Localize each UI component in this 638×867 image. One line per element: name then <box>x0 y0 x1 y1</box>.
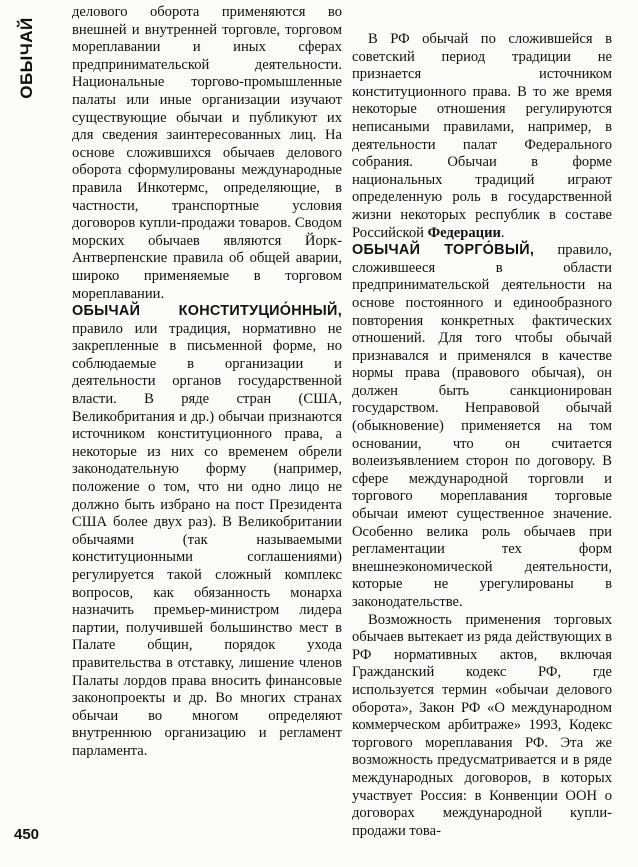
paragraph-end: . <box>500 224 505 241</box>
paragraph-text: В РФ обычай по сложившейся в советский период традиции не признается источником конституционного права. В то же время некоторые отношения регулируются неписаными правилами, например, в деятельности палат Федерального собрания. Обычаи в форме национальных традиций играют определенную роль в государственной жизни некоторых республик в составе Российской <box>352 31 612 241</box>
section-label <box>13 12 41 104</box>
paragraph-text: Возможность применения торговых обычаев вытекает из ряда действующих в РФ нормативных актов, включая Гражданский кодекс РФ, где используется термин «обычаи делового оборота», Закон РФ «О международном коммерческом арбитраже» 1993, Кодекс торгового мореплавания РФ. Эта же возможность предусматривается и в ряде международных договоров, в которых участвует Россия: в Конвенции ООН о договорах международной купли-продажи това- <box>352 611 612 839</box>
paragraph-continuation <box>72 4 342 303</box>
entry-term: ОБЫЧАЙ КОНСТИТУЦИО́ННЫЙ, <box>72 303 342 320</box>
page-number: 450 <box>14 826 40 843</box>
entry-definition: правило или традиция, нормативно не закрепленные в письменной форме, но соблюдаемые в организации и деятельности органов государственной власти. В ряде стран (США, Великобритания и др.) обычаи признаются источником конституционного права, а некоторые из них со временем обрели законодательную форму (например, положение о том, что ни одно лицо не должно быть избрано на пост Президента США более двух раз). В Великобритании обычаями (так называемыми конституционными соглашениями) регулируется такой сложный комплекс вопросов, как обязанность монарха назначить премьер-министром лидера партии, получившей большинство мест в Палате общин, порядок ухода правительства в отставку, лишение членов Палаты лордов права вносить финансовые законопроекты и др. Во многих странах обычаи во многом определяют внутреннюю организацию и регламент парламента. <box>72 320 342 759</box>
entry-term: ОБЫЧАЙ ТОРГО́ВЫЙ, <box>352 242 535 259</box>
paragraph-trade-customs <box>352 612 612 841</box>
entry-obychai-torgovyi <box>352 242 612 611</box>
section-label-text: ОБЫЧАЙ <box>17 17 36 99</box>
emphasis-text: Федерации <box>427 224 501 241</box>
entry-definition: правило, сложившееся в области предпринимательской деятельности на основе постоянного и единообразного повторения конкретных фактических отношений. Для того чтобы обычай признавался и применялся в качестве нормы права (правового обычая), он должен быть санкционирован государством. Неправовой обычай (обыкновение) применяется на том основании, что он считается волеизъявлением сторон по договору. В сфере международной торговли и торгового мореплавания торговые обычаи имеют существенное значение. Особенно велика роль обычаев при регламентации тех форм внешнеэкономической деятельности, которые не урегулированы в законодательстве. <box>352 242 612 610</box>
paragraph-text: делового оборота применяются во внешней и внутренней торговле, торговом мореплавании и иных сферах предпринимательской деятельности. Национальные торгово-промышленные палаты или иные организации изучают существующие обычаи и публикуют их для сведения заинтересованных лиц. На основе сложившихся обычаев делового оборота сформулированы международные правила Инкотермс, определяющие, в частности, транспортные условия договоров купли-продажи товаров. Сводом морских обычаев являются Йорк-Антверпенские правила об общей аварии, широко применяемые в торговом мореплавании. <box>72 4 342 302</box>
paragraph-rf-custom <box>352 31 612 242</box>
right-column <box>352 4 612 840</box>
left-column <box>72 4 342 761</box>
entry-obychai-konstitucionnyi <box>72 303 342 760</box>
